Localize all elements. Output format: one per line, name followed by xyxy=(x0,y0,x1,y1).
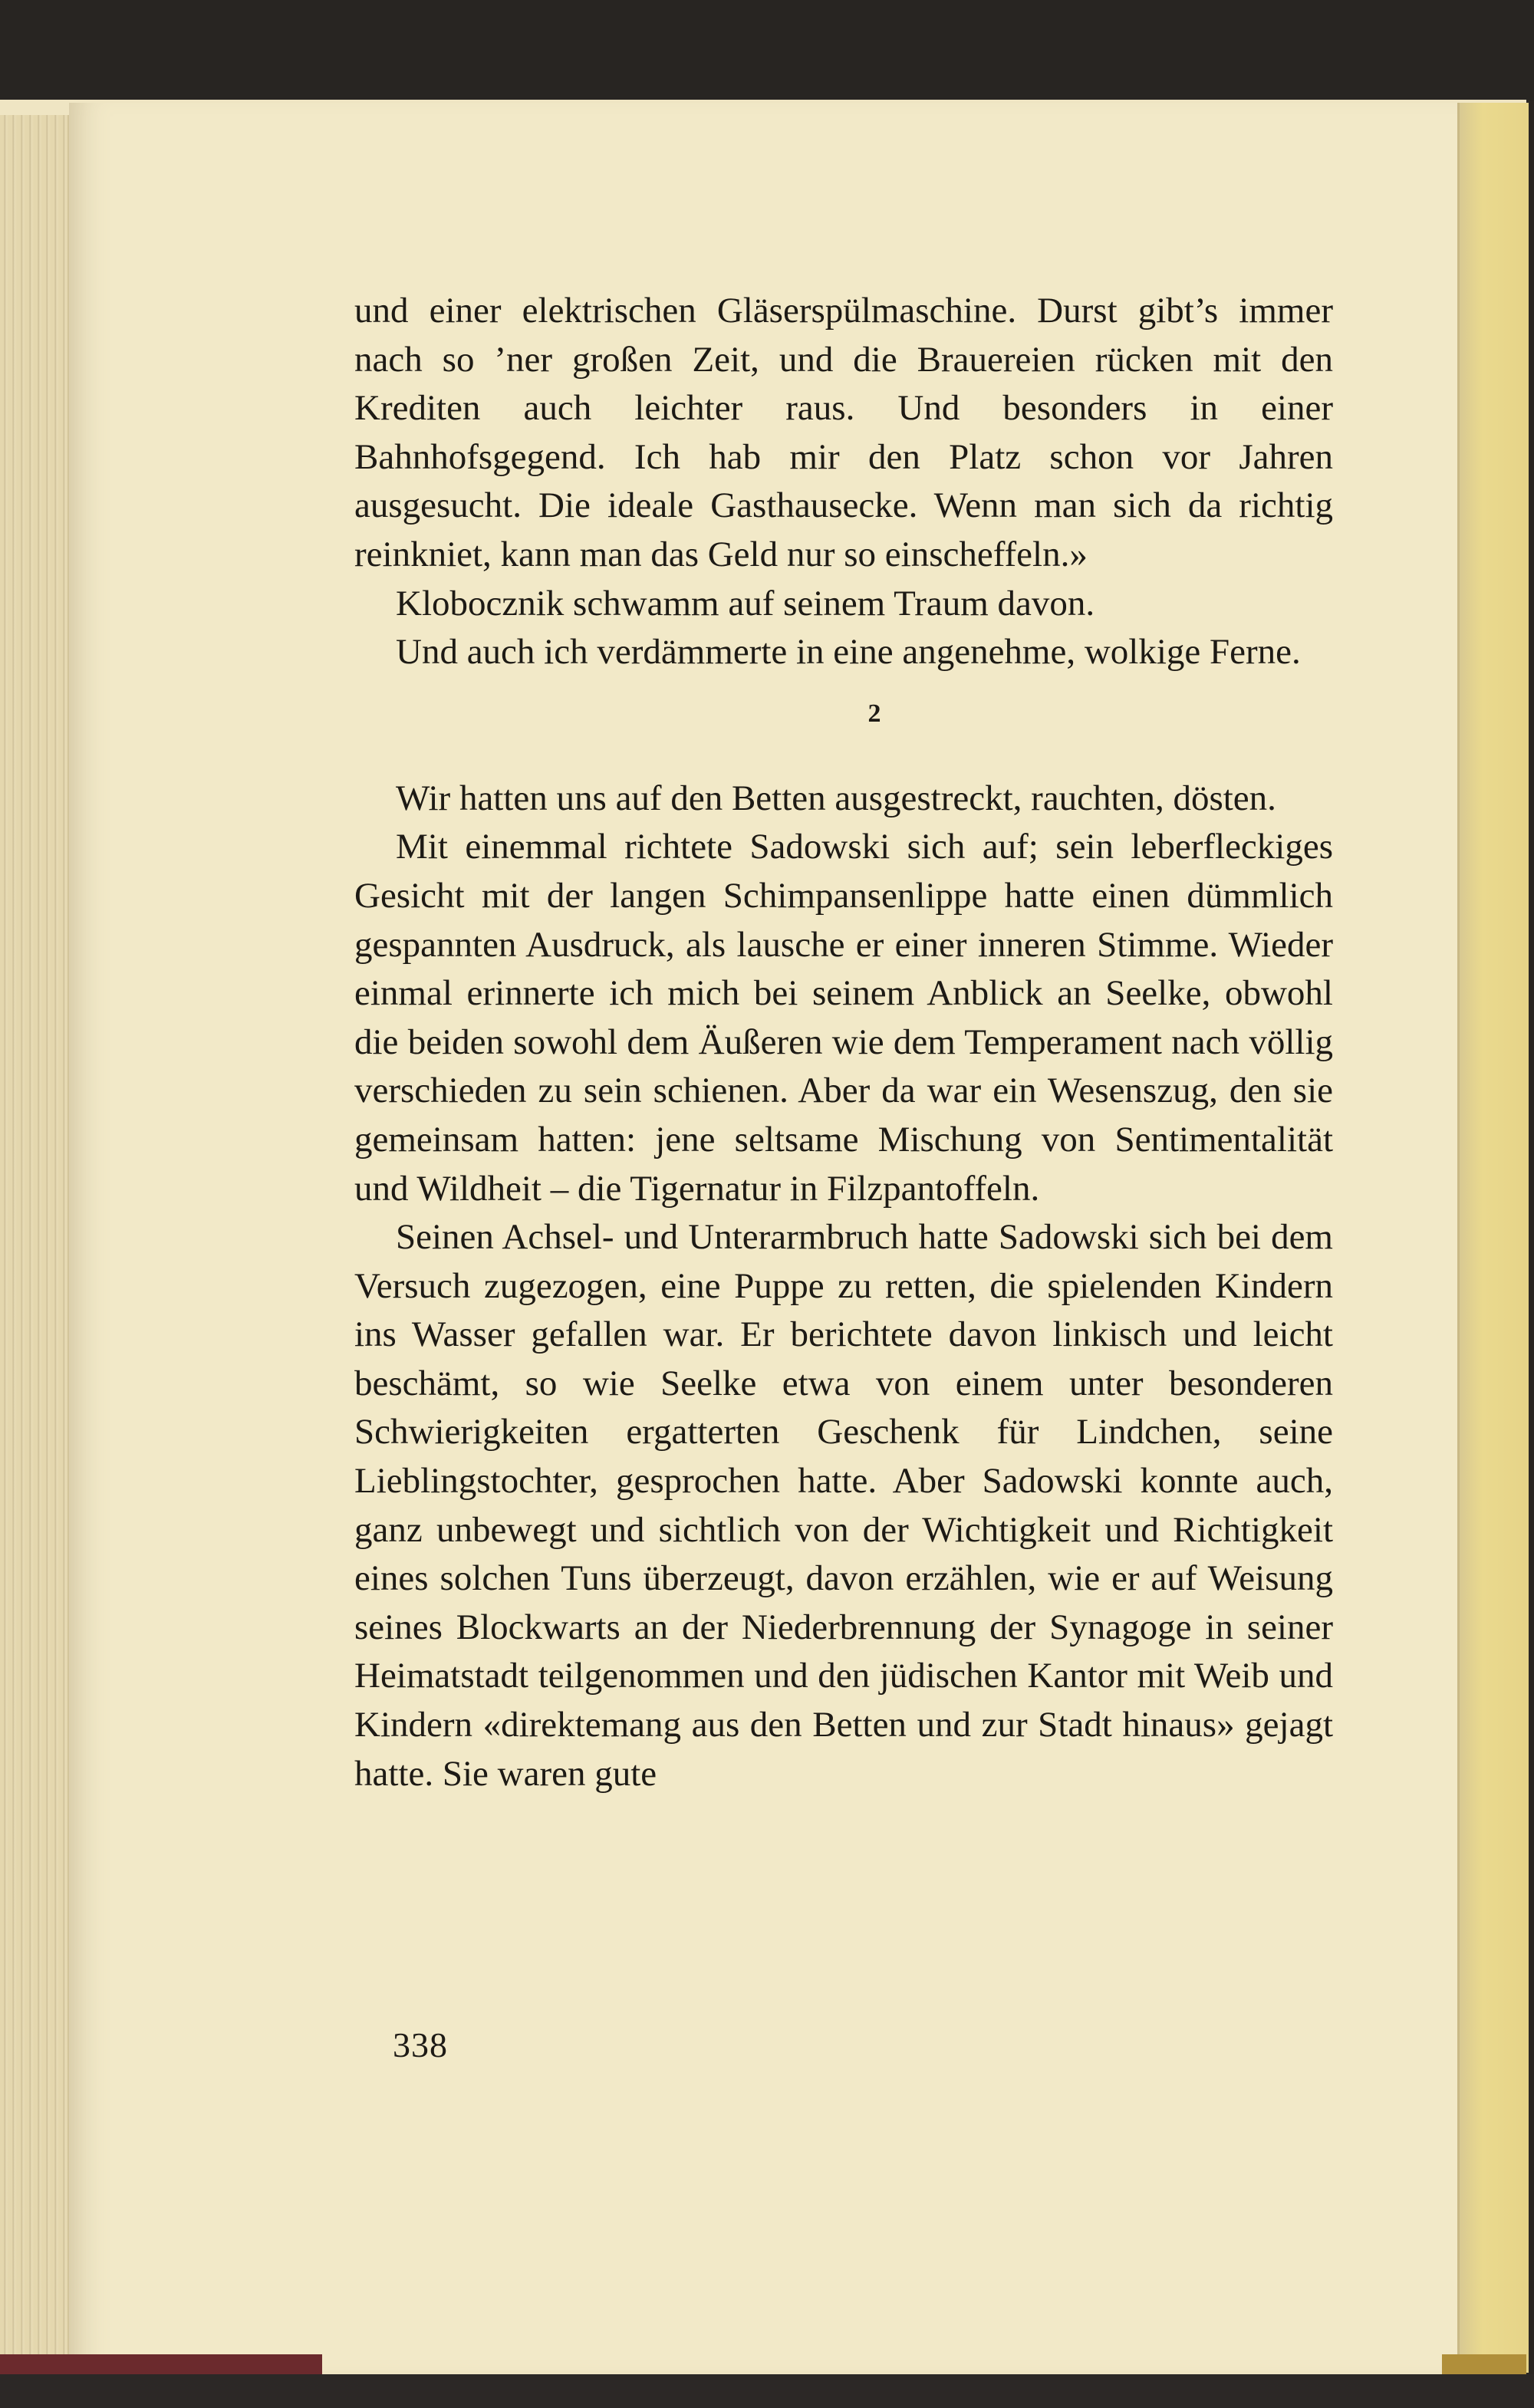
paragraph: Klobocznik schwamm auf seinem Traum davon. xyxy=(396,583,1095,623)
paragraph: Wir hatten uns auf den Betten ausgestreckt, rauchten, dösten. xyxy=(396,778,1276,818)
background-top xyxy=(0,0,1534,101)
page-body xyxy=(354,287,1333,1798)
next-page-edge xyxy=(1457,103,1529,2373)
paragraph: und einer elektrischen Gläserspülmaschine. Durst gibt’s immer nach so ’ner großen Zeit, und die Brauereien rücken mit den Krediten auch leichter raus. Und besonders in einer Bahnhofsgegend. Ich hab mir den Platz schon vor Jahren ausgesucht. Die ideale Gasthausecke. Wenn man sich da richtig reinkniet, kann man das Geld nur so einscheffeln.» xyxy=(354,291,1333,574)
page-number: 338 xyxy=(393,2025,448,2064)
paragraph: Seinen Achsel- und Unterarmbruch hatte Sadowski sich bei dem Versuch zugezogen, eine Puppe zu retten, die spielenden Kindern ins Wasser gefallen war. Er berichtete davon linkisch und leicht beschämt, so wie Seelke etwa von einem unter besonderen Schwierigkeiten ergatterten Geschenk für Lindchen, seine Lieblingstochter, gesprochen hatte. Aber Sadowski konnte auch, ganz unbewegt und sichtlich von der Wichtigkeit und Richtigkeit eines solchen Tuns überzeugt, davon erzählen, wie er auf Weisung seines Blockwarts an der Niederbrennung der Synagoge in seiner Heimatstadt teilgenommen und den jüdischen Kantor mit Weib und Kindern «direktemang aus den Betten und zur Stadt hinaus» gejagt hatte. Sie waren gute xyxy=(354,1217,1333,1794)
paragraph: Und auch ich verdämmerte in eine angenehme, wolkige Ferne. xyxy=(396,632,1301,673)
background-bottom xyxy=(0,2374,1534,2408)
section-heading: 2 xyxy=(867,699,881,728)
paragraph: Mit einemmal richtete Sadowski sich auf; sein leberfleckiges Gesicht mit der langen Schimpansenlippe hatte einen dümmlich gespannten Ausdruck, als lausche er einer inneren Stimme. Wieder einmal erinnerte ich mich bei seinem Anblick an Seelke, obwohl die beiden sowohl dem Äußeren wie dem Temperament nach völlig verschieden zu sein schienen. Aber da war ein Wesenszug, den sie gemeinsam hatten: jene seltsame Mischung von Sentimentalität und Wildheit – die Tigernatur in Filzpantoffeln. xyxy=(354,827,1333,1209)
page-edges xyxy=(0,115,69,2366)
